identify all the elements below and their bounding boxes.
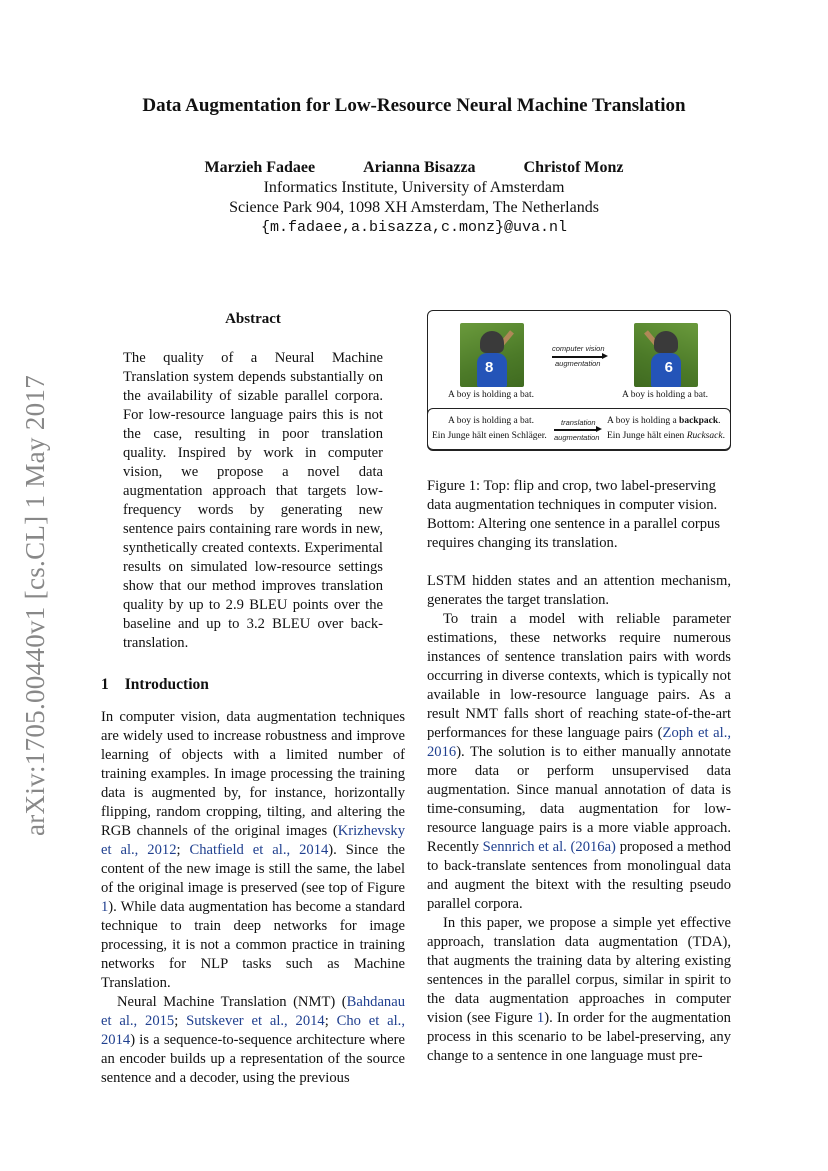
text-run: proposed a method to back-translate sentences from monolingual data and augment the bitext with the resulting pseudo parallel corpora.: [427, 839, 731, 912]
text-run: ) is a sequence-to-sequence architecture where an encoder builds up a representation of the source sentence and a decoder, using the previous: [101, 1032, 405, 1086]
right-arrow-icon: [552, 356, 604, 358]
figure-1-bottom-panel: [427, 408, 731, 450]
affiliation-line: Informatics Institute, University of Amsterdam: [263, 179, 565, 196]
text-run: ;: [324, 1013, 337, 1029]
abstract-text: The quality of a Neural Machine Translation system depends substantially on the availability of sizable parallel corpora. For low-resource language pairs this is not the case, resulting in poor translation quality. Inspired by work in computer vision, we propose a novel data augmentation approach that targets low-frequency words by generating new sentence pairs containing rare words in new, synthetically created contexts. Experimental results on simulated low-resource settings show that our method improves translation quality by up to 2.9 BLEU points over the baseline and up to 3.2 BLEU over back-translation.: [123, 350, 383, 651]
arxiv-stamp-text: arXiv:1705.00440v1 [cs.CL] 1 May 2017: [20, 374, 51, 836]
citation-link[interactable]: Bahdanau et al., 2015: [101, 994, 405, 1029]
helmet-shape: [654, 331, 678, 353]
text-run: ;: [176, 842, 190, 858]
left-column: [101, 310, 405, 1088]
section-number: 1: [101, 676, 109, 693]
text-run: ). Since the content of the new image is still the same, the label of the original image is preserved (see top of Figure: [101, 842, 405, 896]
image-caption: A boy is holding a bat.: [622, 390, 709, 400]
flipped-boy-with-bat-image: [634, 323, 698, 387]
citation-link[interactable]: Zoph et al., 2016: [427, 725, 732, 760]
text-run: ;: [174, 1013, 187, 1029]
boy-with-bat-image: [460, 323, 524, 387]
paper-title: Data Augmentation for Low-Resource Neural Machine Translation: [142, 95, 686, 116]
text-run: Ein Junge hält einen: [607, 431, 687, 441]
helmet-shape: [480, 331, 504, 353]
text-run: ). In order for the augmentation process in this scenario to be label-preserving, any change to a sentence in one language must pre-: [427, 1010, 731, 1064]
augmented-sentence-de: [607, 431, 725, 441]
image-caption: A boy is holding a bat.: [448, 390, 535, 400]
section-heading: [101, 675, 405, 694]
author-name: Arianna Bisazza: [363, 159, 476, 176]
author-name: Christof Monz: [523, 159, 624, 176]
text-run: .: [718, 416, 721, 426]
section-title: Introduction: [124, 676, 209, 693]
paragraph: [427, 914, 731, 1066]
jersey-number: 8: [485, 359, 494, 376]
author-email[interactable]: {m.fadaee,a.bisazza,c.monz}@uva.nl: [260, 219, 568, 236]
author-names: [0, 158, 828, 178]
abstract-heading: Abstract: [225, 311, 281, 327]
paragraph: [101, 993, 405, 1088]
figure-caption: Figure 1: Top: flip and crop, two label-preserving data augmentation techniques in computer vision. Bottom: Altering one sentence in a parallel corpus requires changing its translation.: [427, 477, 721, 551]
author-block: [0, 158, 828, 238]
arrow-label: augmentation: [555, 359, 601, 368]
citation-link[interactable]: Cho et al., 2014: [101, 1013, 405, 1048]
affiliation-line: Science Park 904, 1098 XH Amsterdam, The Netherlands: [229, 199, 599, 216]
text-run: ). The solution is to either manually annotate more data or perform unsupervised data augmentation. Since manual annotation of data is time-consuming, data augmentation for low-resource language pairs is a more viable approach. Recently: [427, 744, 731, 855]
right-column: [427, 572, 731, 1066]
right-arrow-icon: [554, 429, 598, 431]
arrow-label: translation: [561, 418, 596, 427]
text-run: Neural Machine Translation (NMT) (: [117, 994, 347, 1010]
citation-link[interactable]: Chatfield et al., 2014: [189, 842, 329, 858]
arrow-label: computer vision: [552, 344, 605, 353]
text-run: To train a model with reliable parameter estimations, these networks require numerous instances of sentence translation pairs with words occurring in diverse contexts, which is typically not available in low-resource language pairs. As a result NMT falls short of reaching state-of-the-art performances for these language pairs (: [427, 611, 731, 741]
highlighted-word: Rucksack: [686, 431, 723, 441]
text-run: In computer vision, data augmentation techniques are widely used to increase robustness and improve learning of objects with a limited number of training examples. In image processing the training data is augmented by, for instance, horizontally flipping, random cropping, tilting, and altering the RGB channels of the original images (: [101, 709, 405, 839]
text-run: ). While data augmentation has become a standard technique to train deep networks for image processing, it is not a common practice in training networks for NLP tasks such as Machine Translation.: [101, 899, 405, 991]
paragraph: LSTM hidden states and an attention mechanism, generates the target translation.: [427, 573, 731, 608]
source-sentence-de: Ein Junge hält einen Schläger.: [432, 431, 547, 441]
figure-link[interactable]: 1: [101, 899, 109, 915]
paragraph: [427, 610, 731, 914]
text-run: In this paper, we propose a simple yet effective approach, translation data augmentation (TDA), that augments the training data by altering existing sentences in the parallel corpus, similar in spirit to the data augmentation approaches in computer vision (see Figure: [427, 915, 731, 1026]
arxiv-stamp: [18, 365, 54, 845]
jersey-number: 6: [664, 359, 673, 376]
figure-link[interactable]: 1: [536, 1010, 545, 1026]
source-sentence-en: A boy is holding a bat.: [448, 416, 535, 426]
highlighted-word: backpack: [679, 416, 719, 426]
text-run: .: [722, 431, 725, 441]
citation-link[interactable]: Sennrich et al. (2016a): [482, 839, 616, 855]
arrow-label: augmentation: [554, 433, 600, 442]
citation-link[interactable]: Sutskever et al., 2014: [186, 1013, 325, 1029]
author-name: Marzieh Fadaee: [204, 159, 316, 176]
text-run: A boy is holding a: [607, 416, 680, 426]
citation-link[interactable]: Krizhevsky et al., 2012: [101, 823, 405, 858]
paragraph: [101, 708, 405, 993]
augmented-sentence-en: [607, 416, 721, 426]
